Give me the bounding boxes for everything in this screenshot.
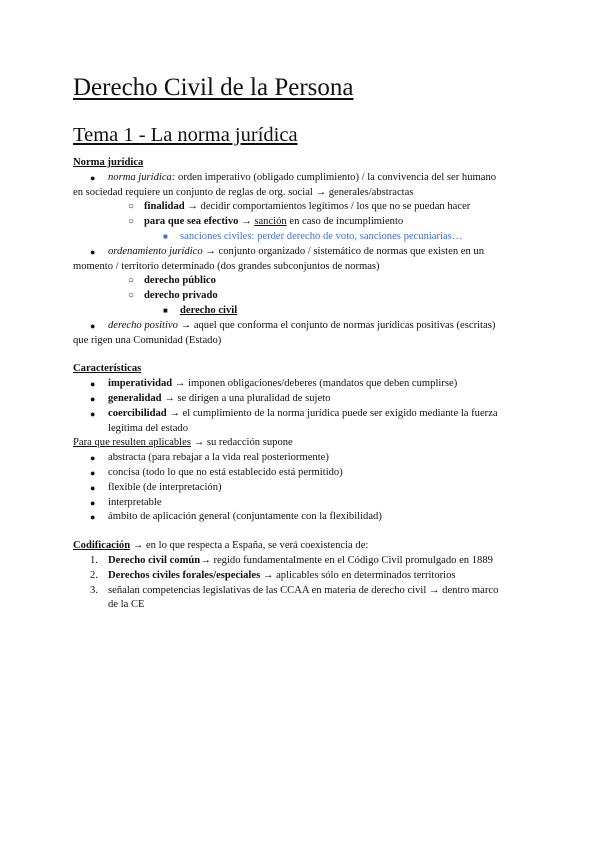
list-item <box>73 377 533 392</box>
circle-bullet-icon: ○ <box>128 290 135 302</box>
norma-list <box>73 171 533 201</box>
list-item <box>73 304 533 319</box>
list-item <box>73 569 533 584</box>
bullet-icon: ● <box>90 482 96 493</box>
item-text: momento / territorio determinado (dos grandes subconjuntos de normas) <box>73 260 380 272</box>
square-bullet-icon: ■ <box>163 231 168 241</box>
circle-bullet-icon: ○ <box>128 275 135 287</box>
bullet-icon: ● <box>90 320 96 331</box>
item-text: → regido fundamentalmente en el Código Civil promulgado en 1889 <box>200 554 493 566</box>
term: imperatividad <box>108 378 173 390</box>
item-text: flexible (de interpretación) <box>108 481 222 493</box>
item-number: 2. <box>90 569 98 581</box>
list-item <box>73 407 533 422</box>
norma-list-2 <box>73 245 533 275</box>
aplicables-line <box>73 436 533 451</box>
list-item <box>73 392 533 407</box>
item-text: que rigen una Comunidad (Estado) <box>73 334 222 346</box>
bullet-icon: ● <box>90 408 96 419</box>
list-item <box>73 451 533 466</box>
circle-bullet-icon: ○ <box>128 216 135 228</box>
item-text: en sociedad requiere un conjunto de reglas de org. social → generales/abstractas <box>73 186 414 198</box>
item-number: 3. <box>90 584 98 596</box>
item-text: → imponen obligaciones/deberes (mandatos que deben cumplirse) <box>172 378 458 390</box>
list-item <box>73 245 533 260</box>
list-item <box>73 496 533 511</box>
bullet-icon: ● <box>90 379 96 390</box>
item-text: → su redacción supone <box>190 437 293 449</box>
aplicables-term: Para que resulten aplicables <box>73 437 191 449</box>
list-item <box>73 510 533 525</box>
item-text: → se dirigen a una pluralidad de sujeto <box>161 392 331 404</box>
item-text: interpretable <box>108 496 162 508</box>
item-text: → aquel que conforma el conjunto de normas jurídicas positivas (escritas) <box>177 319 496 331</box>
norma-subsublist <box>73 230 533 245</box>
item-text: → conjunto organizado / sistemático de normas que existen en un <box>202 245 485 257</box>
list-item-continuation <box>73 260 533 275</box>
item-text: concisa (todo lo que no está establecido está permitido) <box>108 466 343 478</box>
term: derecho civil <box>180 304 238 316</box>
item-text: ámbito de aplicación general (conjuntamente con la flexibilidad) <box>108 511 382 523</box>
term: finalidad <box>144 201 185 213</box>
topic-title: Tema 1 - La norma jurídica <box>73 124 298 146</box>
norma-list-3 <box>73 319 533 349</box>
list-item <box>73 215 533 230</box>
list-item-continuation <box>73 334 533 349</box>
item-text: → decidir comportamientos legítimos / los que no se puedan hacer <box>184 201 471 213</box>
codificacion-line <box>73 539 533 554</box>
section-heading-caracteristicas: Características <box>73 363 142 375</box>
list-item <box>73 554 533 569</box>
item-text: de la CE <box>108 599 145 611</box>
section-heading-norma: Norma jurídica <box>73 157 144 168</box>
item-text: legítima del estado <box>108 422 189 434</box>
item-text: orden imperativo (obligado cumplimiento) / la convivencia del ser humano <box>175 171 497 183</box>
term: coercibilidad <box>108 407 167 419</box>
bullet-icon: ● <box>90 453 96 464</box>
list-item <box>73 319 533 334</box>
item-text: → en lo que respecta a España, se verá coexistencia de: <box>130 540 369 552</box>
item-text: señalan competencias legislativas de las CCAA en materia de derecho civil → dentro marco <box>108 584 499 596</box>
bullet-icon: ● <box>90 512 96 523</box>
item-text: sanciones civiles: perder derecho de voto, sanciones pecuniarias… <box>180 230 463 242</box>
bullet-icon: ● <box>90 497 96 508</box>
page-title: Derecho Civil de la Persona <box>73 74 354 101</box>
sancion-term: sanción <box>254 216 287 228</box>
list-item <box>73 200 533 215</box>
item-text: abstracta (para rebajar a la vida real posteriormente) <box>108 452 329 464</box>
ordenamiento-sublist <box>73 274 533 304</box>
section-heading-codificacion: Codificación <box>73 540 131 552</box>
list-item-continuation <box>73 598 533 613</box>
list-item <box>73 171 533 186</box>
norma-sublist <box>73 200 533 230</box>
list-item <box>73 481 533 496</box>
codificacion-list <box>73 554 533 613</box>
list-item <box>73 584 533 599</box>
item-text: → <box>238 216 255 228</box>
item-number: 1. <box>90 554 98 566</box>
aplicables-list <box>73 451 533 525</box>
term: para que sea efectivo <box>144 216 239 228</box>
list-item <box>73 274 533 289</box>
bullet-icon: ● <box>90 172 96 183</box>
list-item <box>73 289 533 304</box>
caracteristicas-list <box>73 377 533 436</box>
term: Derechos civiles forales/especiales <box>108 569 261 581</box>
privado-sublist <box>73 304 533 319</box>
term: ordenamiento jurídico <box>108 245 203 257</box>
bullet-icon: ● <box>90 246 96 257</box>
item-text: → el cumplimiento de la norma jurídica puede ser exigido mediante la fuerza <box>166 407 498 419</box>
term: generalidad <box>108 392 162 404</box>
list-item <box>73 230 533 245</box>
term: norma jurídica: <box>108 171 176 183</box>
term: derecho positivo <box>108 319 178 331</box>
document-body <box>73 156 533 613</box>
term: derecho privado <box>144 290 218 302</box>
circle-bullet-icon: ○ <box>128 201 135 213</box>
term: derecho público <box>144 275 216 287</box>
term: Derecho civil común <box>108 554 201 566</box>
list-item-continuation <box>73 422 533 437</box>
bullet-icon: ● <box>90 393 96 404</box>
item-text: → aplicables sólo en determinados territorios <box>260 569 456 581</box>
list-item-continuation <box>73 186 533 201</box>
item-text: en caso de incumplimiento <box>286 216 404 228</box>
bullet-icon: ● <box>90 467 96 478</box>
list-item <box>73 466 533 481</box>
square-bullet-icon: ■ <box>163 305 168 315</box>
